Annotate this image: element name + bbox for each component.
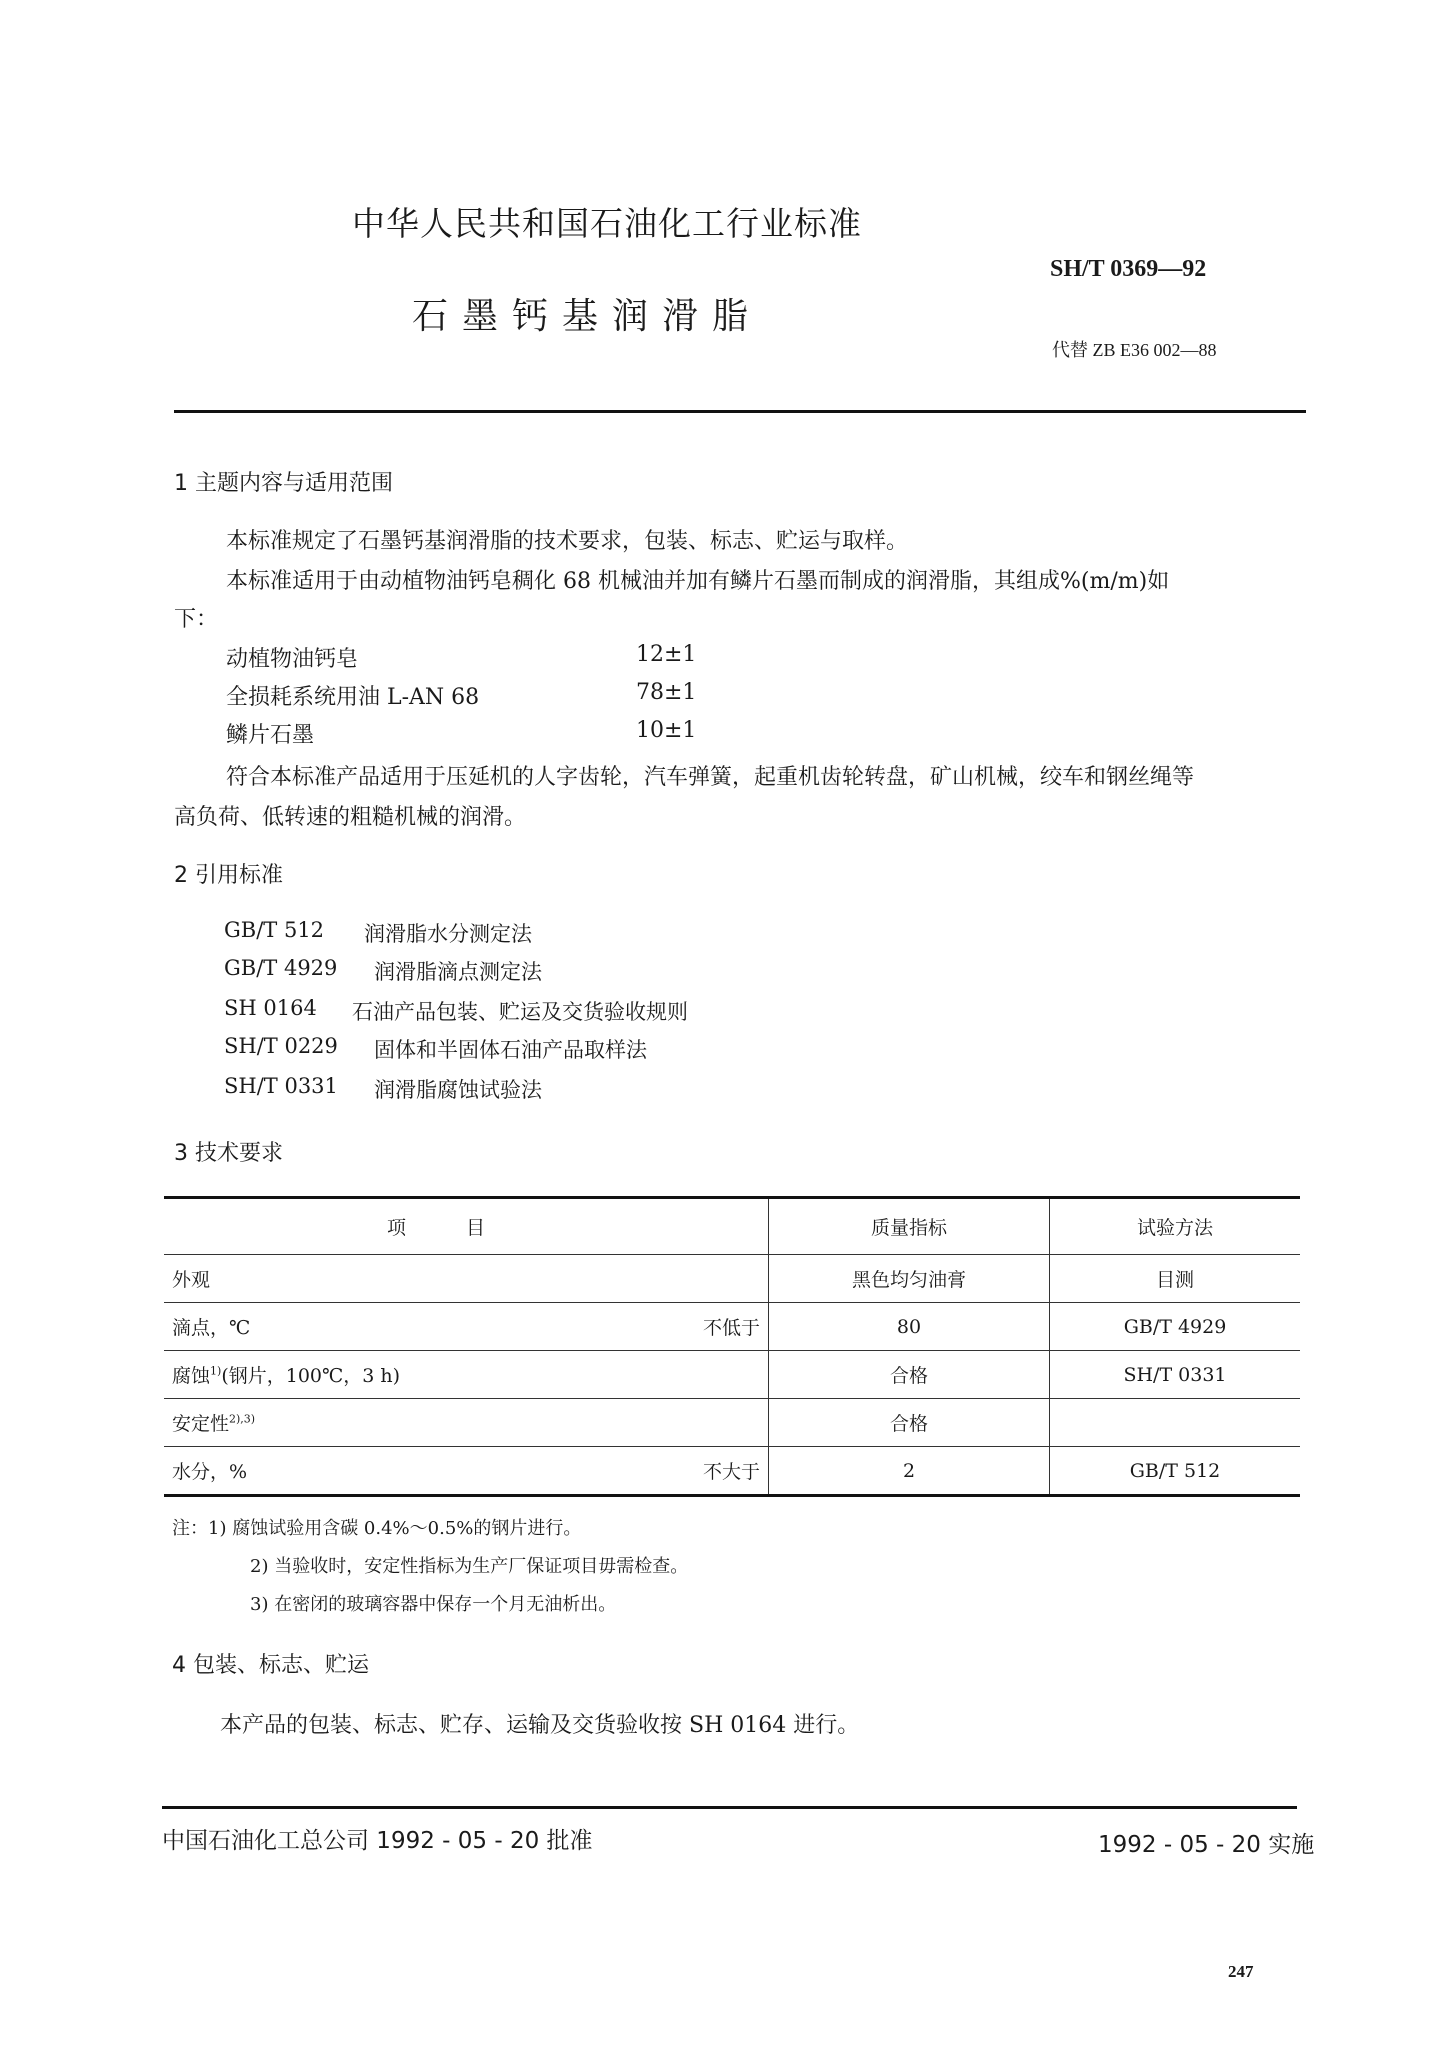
row-spec: 合格 bbox=[769, 1351, 1050, 1399]
section1-para3-line1: 符合本标准产品适用于压延机的人字齿轮，汽车弹簧，起重机齿轮转盘，矿山机械，绞车和钢丝绳等 bbox=[226, 765, 1195, 790]
table-row bbox=[164, 1447, 1300, 1496]
section1-heading: 1 主题内容与适用范围 bbox=[174, 471, 393, 496]
document-title: 石墨钙基润滑脂 bbox=[412, 296, 763, 337]
row-item: 滴点，℃ bbox=[172, 1317, 251, 1339]
header-spec: 质量指标 bbox=[769, 1198, 1050, 1255]
row-method: 目测 bbox=[1050, 1255, 1301, 1303]
row-item: 腐蚀 bbox=[172, 1365, 211, 1387]
standard-number: SH/T 0369—92 bbox=[1050, 256, 1207, 282]
header-item: 项目 bbox=[164, 1198, 769, 1255]
table-row bbox=[164, 1255, 1300, 1303]
section1-para3-line2: 高负荷、低转速的粗糙机械的润滑。 bbox=[174, 805, 527, 830]
section2-heading: 2 引用标准 bbox=[174, 863, 283, 888]
page-number: 247 bbox=[1228, 1962, 1254, 1981]
section1-para1: 本标准规定了石墨钙基润滑脂的技术要求，包装、标志、贮运与取样。 bbox=[226, 529, 909, 554]
row-item: 外观 bbox=[172, 1269, 211, 1291]
reference-code: SH/T 0331 bbox=[224, 1074, 338, 1098]
row-item: 安定性 bbox=[172, 1413, 230, 1435]
row-spec: 合格 bbox=[769, 1399, 1050, 1447]
table-row bbox=[164, 1399, 1300, 1447]
footnote-ref: 2),3) bbox=[229, 1412, 256, 1426]
row-qualifier: 不低于 bbox=[702, 1317, 760, 1339]
section1-para2-line2: 下： bbox=[174, 607, 219, 632]
header-rule bbox=[174, 410, 1306, 413]
table-note: 3) 在密闭的玻璃容器中保存一个月无油析出。 bbox=[250, 1594, 617, 1615]
table-header-row bbox=[164, 1198, 1300, 1255]
reference-name: 润滑脂腐蚀试验法 bbox=[374, 1078, 542, 1102]
table-row bbox=[164, 1351, 1300, 1399]
approval-line: 中国石油化工总公司 1992 - 05 - 20 批准 bbox=[162, 1828, 593, 1854]
composition-value: 78±1 bbox=[636, 680, 697, 705]
section4-para: 本产品的包装、标志、贮存、运输及交货验收按 SH 0164 进行。 bbox=[220, 1713, 860, 1738]
row-spec: 80 bbox=[769, 1303, 1050, 1351]
reference-name: 石油产品包装、贮运及交货验收规则 bbox=[352, 1000, 688, 1024]
row-spec: 黑色均匀油膏 bbox=[769, 1255, 1050, 1303]
technical-requirements-table bbox=[164, 1196, 1300, 1497]
footer-rule bbox=[162, 1806, 1297, 1809]
header-method: 试验方法 bbox=[1050, 1198, 1301, 1255]
section4-heading: 4 包装、标志、贮运 bbox=[172, 1653, 369, 1678]
section1-para2-line1: 本标准适用于由动植物油钙皂稠化 68 机械油并加有鳞片石墨而制成的润滑脂，其组成%(m/m)如 bbox=[226, 569, 1170, 594]
replaces-standard: 代替 ZB E36 002—88 bbox=[1052, 340, 1217, 360]
reference-code: SH 0164 bbox=[224, 996, 317, 1020]
table-row bbox=[164, 1303, 1300, 1351]
row-method: GB/T 512 bbox=[1050, 1447, 1301, 1496]
effective-date: 1992 - 05 - 20 实施 bbox=[1098, 1832, 1315, 1858]
row-method: GB/T 4929 bbox=[1050, 1303, 1301, 1351]
table-note: 2) 当验收时，安定性指标为生产厂保证项目毋需检查。 bbox=[250, 1556, 689, 1577]
reference-name: 润滑脂滴点测定法 bbox=[374, 960, 542, 984]
composition-name: 动植物油钙皂 bbox=[226, 647, 359, 672]
composition-value: 10±1 bbox=[636, 718, 697, 743]
row-method: SH/T 0331 bbox=[1050, 1351, 1301, 1399]
industry-standard-title: 中华人民共和国石油化工行业标准 bbox=[352, 204, 862, 243]
row-qualifier: 不大于 bbox=[702, 1461, 760, 1483]
table-note: 注：1) 腐蚀试验用含碳 0.4%～0.5%的钢片进行。 bbox=[172, 1518, 582, 1539]
reference-name: 润滑脂水分测定法 bbox=[364, 922, 532, 946]
section3-heading: 3 技术要求 bbox=[174, 1141, 283, 1166]
reference-code: GB/T 512 bbox=[224, 918, 325, 942]
row-method bbox=[1050, 1399, 1301, 1447]
composition-name: 鳞片石墨 bbox=[226, 723, 315, 748]
composition-name: 全损耗系统用油 L-AN 68 bbox=[226, 685, 480, 710]
composition-value: 12±1 bbox=[636, 642, 697, 667]
reference-name: 固体和半固体石油产品取样法 bbox=[374, 1038, 647, 1062]
row-item: 水分，% bbox=[172, 1461, 248, 1483]
footnote-ref: 1) bbox=[210, 1364, 222, 1378]
reference-code: SH/T 0229 bbox=[224, 1034, 338, 1058]
reference-code: GB/T 4929 bbox=[224, 956, 338, 980]
row-spec: 2 bbox=[769, 1447, 1050, 1496]
row-item-suffix: (钢片，100℃，3 h) bbox=[221, 1365, 401, 1387]
